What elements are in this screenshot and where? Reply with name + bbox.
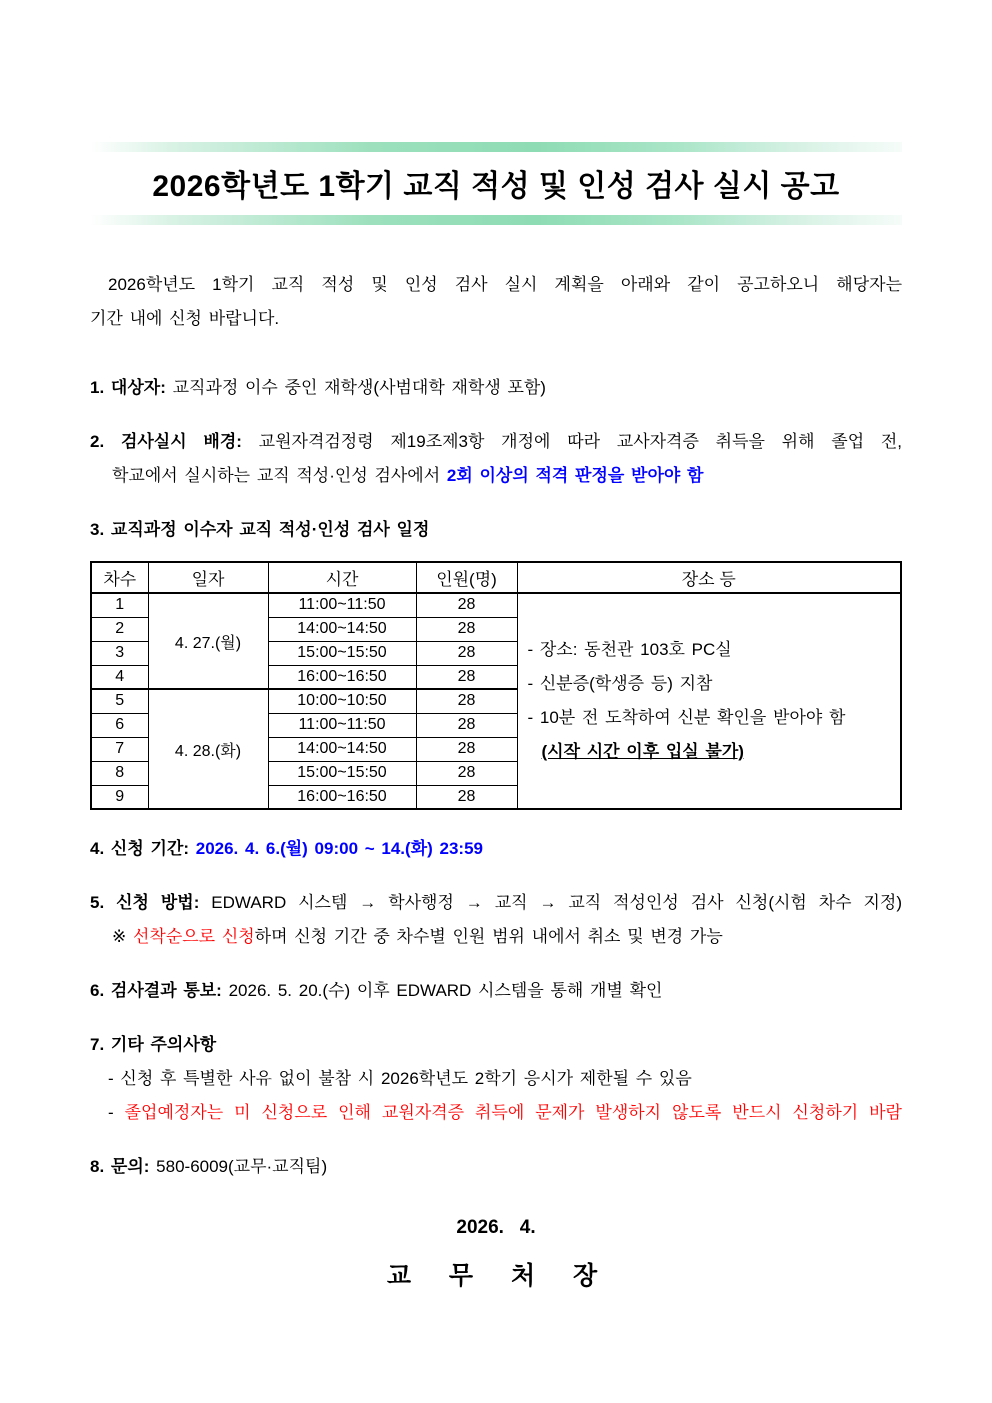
signature-title: 교 무 처 장: [386, 1262, 606, 1290]
section-number: 3.: [90, 520, 105, 539]
header-time: 시간: [268, 562, 416, 593]
time-cell: 11:00~11:50: [268, 713, 416, 737]
capacity-cell: 28: [416, 785, 517, 809]
notice-document: [90, 0, 902, 1352]
section-number: 8.: [90, 1157, 105, 1176]
footer-date: 2026. 4.: [456, 1217, 536, 1238]
capacity-cell: 28: [416, 737, 517, 761]
time-cell: 15:00~15:50: [268, 641, 416, 665]
header-location: 장소 등: [517, 562, 901, 593]
section-application-method: [90, 886, 902, 954]
section-label: 기타 주의사항: [110, 1035, 217, 1054]
round-cell: 1: [91, 593, 148, 617]
capacity-cell: 28: [416, 593, 517, 617]
entry-restriction-note: (시작 시간 이후 입실 불가): [541, 742, 744, 761]
section-number: 4.: [90, 839, 105, 858]
capacity-cell: 28: [416, 665, 517, 689]
round-cell: 6: [91, 713, 148, 737]
round-cell: 8: [91, 761, 148, 785]
bullet-dash: -: [108, 1103, 114, 1122]
red-first-come-text: 선착순으로 신청: [132, 927, 255, 946]
round-cell: 5: [91, 689, 148, 713]
bullet-dash: -: [108, 1069, 114, 1088]
section-label: 신청 기간:: [110, 839, 189, 858]
arrival-note: - 10분 전 도착하여 신분 확인을 받아야 함: [527, 708, 846, 727]
section-line-1: [90, 886, 902, 920]
section-target: [90, 371, 902, 405]
first-come-note: [90, 920, 902, 954]
section-text: 2026. 5. 20.(수) 이후 EDWARD 시스템을 통해 개별 확인: [228, 981, 663, 1000]
highlight-requirement: 2회 이상의 적격 판정을 받아야 함: [446, 466, 704, 485]
capacity-cell: 28: [416, 641, 517, 665]
section-number: 6.: [90, 981, 105, 1000]
intro-line-1: 2026학년도 1학기 교직 적성 및 인성 검사 실시 계획을 아래와 같이 공고하오니 해당자는: [108, 275, 902, 294]
section-label: 문의:: [110, 1157, 150, 1176]
section-line-1: [90, 425, 902, 459]
section-text: 학교에서 실시하는 교직 적성·인성 검사에서: [112, 466, 441, 485]
section-label: 신청 방법:: [116, 893, 200, 912]
id-note: - 신분증(학생증 등) 지참: [527, 674, 713, 693]
time-cell: 15:00~15:50: [268, 761, 416, 785]
round-cell: 7: [91, 737, 148, 761]
schedule-table: [90, 561, 902, 810]
section-number: 7.: [90, 1035, 105, 1054]
time-cell: 14:00~14:50: [268, 737, 416, 761]
table-row: [91, 593, 901, 617]
caution-bullet-2: [90, 1096, 902, 1130]
red-bullet-text: 졸업예정자는 미 신청으로 인해 교원자격증 취득에 문제가 발생하지 않도록 반드시 신청하기 바람: [124, 1103, 902, 1122]
header-date: 일자: [148, 562, 268, 593]
time-cell: 11:00~11:50: [268, 593, 416, 617]
accent-bar-bottom: [90, 215, 902, 225]
time-cell: 10:00~10:50: [268, 689, 416, 713]
section-background: [90, 425, 902, 493]
time-cell: 16:00~16:50: [268, 665, 416, 689]
round-cell: 3: [91, 641, 148, 665]
section-number: 5.: [90, 893, 105, 912]
round-cell: 4: [91, 665, 148, 689]
time-cell: 14:00~14:50: [268, 617, 416, 641]
section-text: 교직과정 이수 중인 재학생(사범대학 재학생 포함): [172, 378, 546, 397]
section-number: 2.: [90, 432, 105, 451]
section-heading-line: [90, 1028, 902, 1062]
section-result-notice: [90, 974, 902, 1008]
location-cell: [517, 593, 901, 809]
section-contact: [90, 1150, 902, 1184]
section-text: 교원자격검정령 제19조제3항 개정에 따라 교사자격증 취득을 위해 졸업 전,: [258, 432, 903, 451]
round-cell: 2: [91, 617, 148, 641]
note-rest-text: 하며 신청 기간 중 차수별 인원 범위 내에서 취소 및 변경 가능: [254, 927, 723, 946]
contact-phone: 580-6009(교무·교직팀): [156, 1157, 328, 1176]
table-header-row: [91, 562, 901, 593]
section-other-cautions: [90, 1028, 902, 1130]
caution-bullet-1: [90, 1062, 902, 1096]
title-banner: [90, 142, 902, 225]
intro-line-2: 기간 내에 신청 바랍니다.: [90, 309, 280, 328]
section-text: EDWARD 시스템 → 학사행정 → 교직 → 교직 적성인성 검사 신청(시험 차수 지정): [211, 893, 902, 912]
round-cell: 9: [91, 785, 148, 809]
date-cell: 4. 28.(화): [148, 689, 268, 809]
highlight-period: 2026. 4. 6.(월) 09:00 ~ 14.(화) 23:59: [195, 839, 483, 858]
capacity-cell: 28: [416, 689, 517, 713]
bullet-text: 신청 후 특별한 사유 없이 불참 시 2026학년도 2학기 응시가 제한될 수 있음: [120, 1069, 692, 1088]
section-line-2: [90, 459, 902, 493]
section-number: 1.: [90, 378, 105, 397]
reference-mark: ※: [112, 927, 127, 946]
header-round: 차수: [91, 562, 148, 593]
capacity-cell: 28: [416, 761, 517, 785]
section-schedule-heading: [90, 513, 902, 547]
date-cell: 4. 27.(월): [148, 593, 268, 689]
accent-bar-top: [90, 142, 902, 152]
section-application-period: [90, 832, 902, 866]
header-capacity: 인원(명): [416, 562, 517, 593]
section-label: 대상자:: [110, 378, 166, 397]
capacity-cell: 28: [416, 617, 517, 641]
section-label: 교직과정 이수자 교직 적성·인성 검사 일정: [110, 520, 430, 539]
page-title: 2026학년도 1학기 교직 적성 및 인성 검사 실시 공고: [152, 170, 840, 203]
location-note: - 장소: 동천관 103호 PC실: [527, 640, 732, 659]
time-cell: 16:00~16:50: [268, 785, 416, 809]
section-label: 검사결과 통보:: [110, 981, 222, 1000]
section-label: 검사실시 배경:: [120, 432, 242, 451]
intro-paragraph: [90, 268, 902, 336]
capacity-cell: 28: [416, 713, 517, 737]
